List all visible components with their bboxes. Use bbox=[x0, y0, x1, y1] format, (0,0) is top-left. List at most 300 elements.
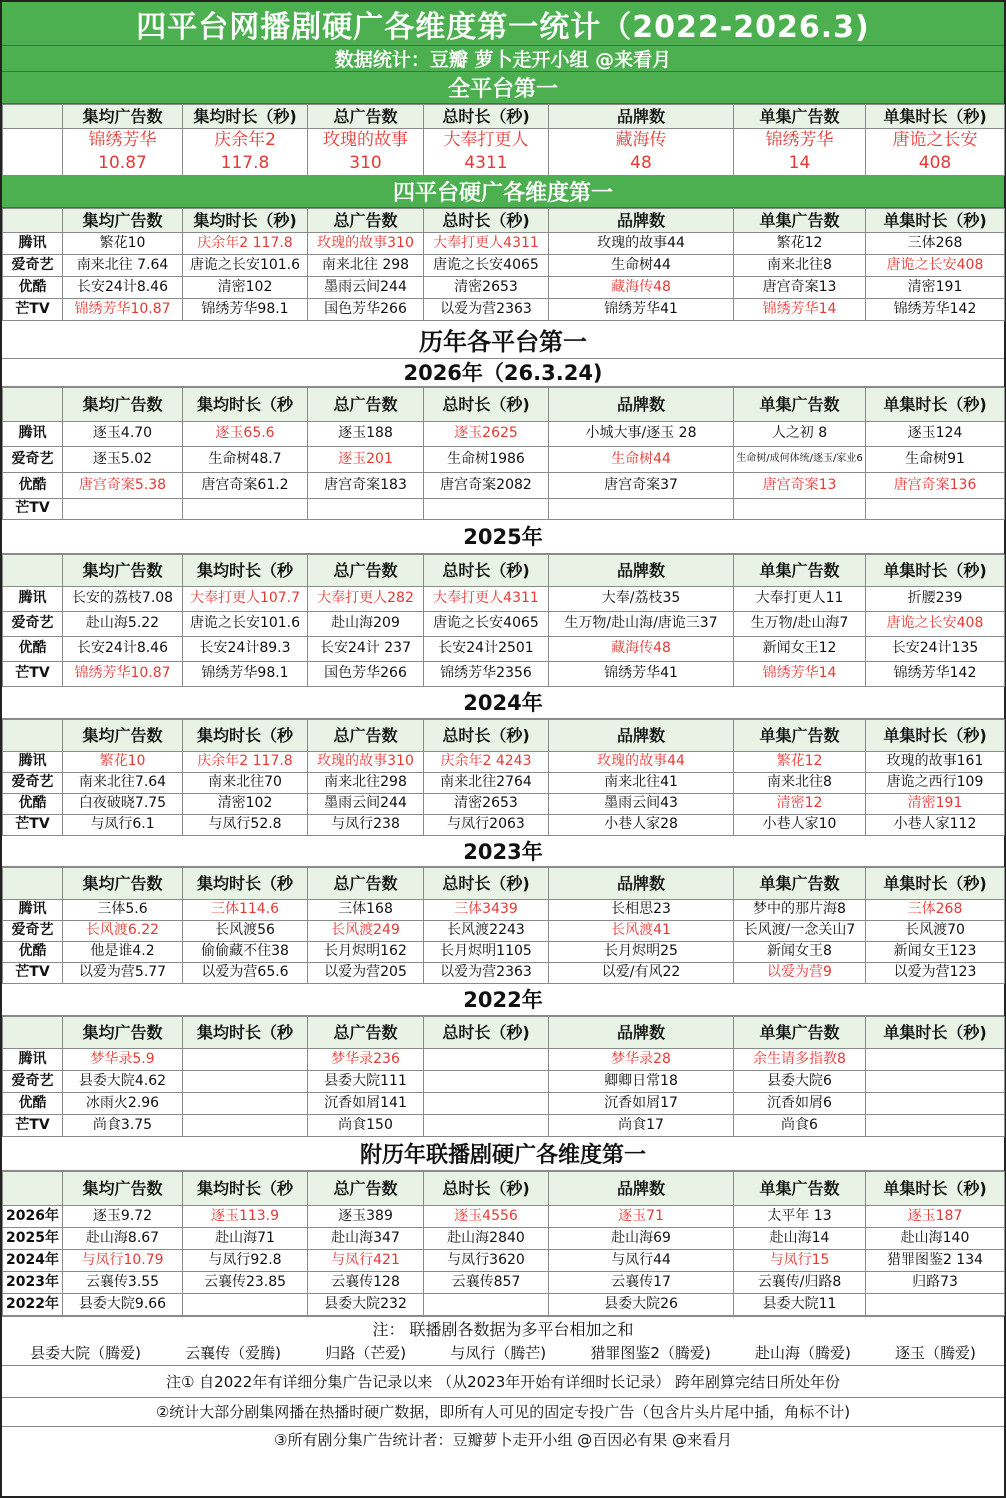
joint-note: 注： 联播剧各数据为多平台相加之和 bbox=[372, 1320, 634, 1340]
table-cell: 与凤行52.8 bbox=[183, 814, 308, 835]
joint-table bbox=[2, 1171, 1005, 1316]
table-cell: 小巷人家112 bbox=[866, 814, 1005, 835]
row-label: 爱奇艺 bbox=[3, 920, 63, 941]
table-cell: 锦绣芳华41 bbox=[549, 298, 734, 320]
table-cell: 以爱为营5.77 bbox=[63, 962, 183, 983]
table-cell: 逐玉2625 bbox=[424, 421, 549, 446]
table-cell: 与凤行421 bbox=[308, 1249, 424, 1271]
row-label: 2025年 bbox=[3, 1227, 63, 1249]
table-cell: 逐玉201 bbox=[308, 446, 424, 472]
table-cell: 尚食17 bbox=[549, 1114, 734, 1136]
year-table bbox=[2, 867, 1005, 984]
table-cell: 赴山海69 bbox=[549, 1227, 734, 1249]
overall-name: 大奉打更人 bbox=[443, 130, 529, 150]
overall-cell bbox=[866, 129, 1005, 176]
table-cell: 沉香如屑6 bbox=[734, 1092, 866, 1114]
table-row bbox=[3, 1205, 1005, 1227]
year-heading: 2026年（26.3.24) bbox=[2, 359, 1004, 387]
table-cell: 繁花12 bbox=[734, 751, 866, 772]
table-cell bbox=[866, 1092, 1005, 1114]
column-header: 单集时长（秒) bbox=[866, 867, 1005, 899]
table-cell: 繁花10 bbox=[63, 751, 183, 772]
table-cell: 三体5.6 bbox=[63, 899, 183, 920]
table-cell bbox=[549, 498, 734, 519]
row-label: 腾讯 bbox=[3, 421, 63, 446]
table-cell: 与凤行15 bbox=[734, 1249, 866, 1271]
overall-cell bbox=[549, 129, 734, 176]
table-cell: 玫瑰的故事161 bbox=[866, 751, 1005, 772]
joint-list-item: 归路（芒爱) bbox=[325, 1344, 407, 1363]
column-header: 集均广告数 bbox=[63, 554, 183, 586]
table-cell: 藏海传48 bbox=[549, 276, 734, 298]
table-cell: 人之初 8 bbox=[734, 421, 866, 446]
row-label: 芒TV bbox=[3, 661, 63, 686]
table-cell: 逐玉188 bbox=[308, 421, 424, 446]
table-cell: 赴山海140 bbox=[866, 1227, 1005, 1249]
table-cell bbox=[183, 1048, 308, 1070]
table-cell: 沉香如屑17 bbox=[549, 1092, 734, 1114]
table-cell: 锦绣芳华98.1 bbox=[183, 298, 308, 320]
column-header: 总广告数 bbox=[308, 1016, 424, 1048]
table-cell: 以爱为营9 bbox=[734, 962, 866, 983]
table-cell: 他是谁4.2 bbox=[63, 941, 183, 962]
table-cell: 南来北往 298 bbox=[308, 254, 424, 276]
table-cell bbox=[866, 1070, 1005, 1092]
table-row bbox=[3, 586, 1005, 611]
table-row bbox=[3, 1114, 1005, 1136]
table-cell: 长相思23 bbox=[549, 899, 734, 920]
table-cell: 三体3439 bbox=[424, 899, 549, 920]
column-header: 总广告数 bbox=[308, 105, 424, 129]
table-cell: 县委大院111 bbox=[308, 1070, 424, 1092]
table-cell: 唐诡之长安101.6 bbox=[183, 254, 308, 276]
table-cell: 云襄传857 bbox=[424, 1271, 549, 1293]
column-header-row bbox=[3, 105, 1005, 129]
overall-name: 锦绣芳华 bbox=[88, 130, 157, 150]
table-row bbox=[3, 1249, 1005, 1271]
column-header: 集均时长（秒 bbox=[183, 554, 308, 586]
table-cell: 余生请多指教8 bbox=[734, 1048, 866, 1070]
table-cell: 锦绣芳华10.87 bbox=[63, 661, 183, 686]
table-cell: 梦中的那片海8 bbox=[734, 899, 866, 920]
joint-list bbox=[2, 1341, 1004, 1365]
table-cell: 玫瑰的故事44 bbox=[549, 751, 734, 772]
table-row bbox=[3, 611, 1005, 636]
table-row bbox=[3, 498, 1005, 519]
column-header: 集均时长（秒) bbox=[183, 208, 308, 232]
corner-cell bbox=[3, 387, 63, 421]
table-cell bbox=[866, 1114, 1005, 1136]
table-cell: 三体268 bbox=[866, 232, 1005, 254]
row-label: 优酷 bbox=[3, 472, 63, 498]
table-cell: 锦绣芳华14 bbox=[734, 661, 866, 686]
table-cell: 长风渡6.22 bbox=[63, 920, 183, 941]
table-cell: 小巷人家28 bbox=[549, 814, 734, 835]
row-label: 爱奇艺 bbox=[3, 254, 63, 276]
table-cell: 小城大事/逐玉 28 bbox=[549, 421, 734, 446]
table-cell: 与凤行2063 bbox=[424, 814, 549, 835]
table-row bbox=[3, 899, 1005, 920]
table-cell: 生命树91 bbox=[866, 446, 1005, 472]
column-header: 总广告数 bbox=[308, 387, 424, 421]
row-label: 芒TV bbox=[3, 1114, 63, 1136]
table-cell: 与凤行238 bbox=[308, 814, 424, 835]
column-header: 总时长（秒) bbox=[424, 1016, 549, 1048]
table-cell: 庆余年2 117.8 bbox=[183, 751, 308, 772]
table-cell: 以爱为营2363 bbox=[424, 298, 549, 320]
table-cell: 大奉/荔枝35 bbox=[549, 586, 734, 611]
platforms-heading: 四平台硬广各维度第一 bbox=[2, 176, 1004, 208]
table-cell bbox=[424, 1092, 549, 1114]
table-cell: 清密191 bbox=[866, 793, 1005, 814]
column-header: 单集时长（秒) bbox=[866, 105, 1005, 129]
table-row bbox=[3, 446, 1005, 472]
table-cell: 卿卿日常18 bbox=[549, 1070, 734, 1092]
column-header: 集均广告数 bbox=[63, 867, 183, 899]
row-label: 腾讯 bbox=[3, 751, 63, 772]
corner-cell bbox=[3, 105, 63, 129]
column-header: 品牌数 bbox=[549, 105, 734, 129]
column-header: 单集时长（秒) bbox=[866, 554, 1005, 586]
table-row bbox=[3, 1227, 1005, 1249]
table-cell: 赴山海347 bbox=[308, 1227, 424, 1249]
joint-list-item: 与凤行（腾芒) bbox=[450, 1344, 547, 1363]
joint-block bbox=[2, 1171, 1004, 1316]
table-cell: 清密102 bbox=[183, 276, 308, 298]
table-cell: 赴山海71 bbox=[183, 1227, 308, 1249]
overall-name: 庆余年2 bbox=[214, 130, 276, 150]
table-cell: 锦绣芳华142 bbox=[866, 298, 1005, 320]
table-cell: 以爱为营205 bbox=[308, 962, 424, 983]
table-cell bbox=[866, 1293, 1005, 1315]
column-header: 品牌数 bbox=[549, 867, 734, 899]
column-header: 单集广告数 bbox=[734, 867, 866, 899]
corner-cell bbox=[3, 1016, 63, 1048]
table-cell: 逐玉9.72 bbox=[63, 1205, 183, 1227]
column-header: 品牌数 bbox=[549, 554, 734, 586]
row-label: 芒TV bbox=[3, 814, 63, 835]
table-row bbox=[3, 421, 1005, 446]
table-cell: 长安24计135 bbox=[866, 636, 1005, 661]
table-cell: 南来北往70 bbox=[183, 772, 308, 793]
table-cell: 长风渡70 bbox=[866, 920, 1005, 941]
column-header: 集均广告数 bbox=[63, 1171, 183, 1205]
note-3: ③所有剧分集广告统计者：豆瓣萝卜走开小组 @百因必有果 @来看月 bbox=[2, 1426, 1004, 1453]
table-cell: 赴山海8.67 bbox=[63, 1227, 183, 1249]
table-cell: 唐诡之长安408 bbox=[866, 254, 1005, 276]
table-cell: 与凤行92.8 bbox=[183, 1249, 308, 1271]
table-cell: 长安24计8.46 bbox=[63, 276, 183, 298]
overall-cell bbox=[424, 129, 549, 176]
joint-heading: 附历年联播剧硬广各维度第一 bbox=[2, 1137, 1004, 1171]
column-header: 单集时长（秒) bbox=[866, 1171, 1005, 1205]
table-cell: 大奉打更人107.7 bbox=[183, 586, 308, 611]
table-cell: 生命树/成何体统/逐玉/家业6 bbox=[734, 446, 866, 472]
table-cell: 唐宫奇案136 bbox=[866, 472, 1005, 498]
table-cell bbox=[183, 498, 308, 519]
column-header: 单集广告数 bbox=[734, 105, 866, 129]
year-table bbox=[2, 719, 1005, 836]
year-table bbox=[2, 387, 1005, 520]
overall-value: 10.87 bbox=[98, 152, 147, 173]
table-cell: 新闻女王12 bbox=[734, 636, 866, 661]
table-cell bbox=[183, 1070, 308, 1092]
table-cell: 县委大院6 bbox=[734, 1070, 866, 1092]
row-label: 爱奇艺 bbox=[3, 611, 63, 636]
table-cell: 逐玉5.02 bbox=[63, 446, 183, 472]
table-cell: 逐玉4.70 bbox=[63, 421, 183, 446]
table-cell: 梦华录236 bbox=[308, 1048, 424, 1070]
platforms-block bbox=[2, 208, 1004, 321]
overall-cell bbox=[63, 129, 183, 176]
table-cell: 梦华录28 bbox=[549, 1048, 734, 1070]
table-cell: 锦绣芳华10.87 bbox=[63, 298, 183, 320]
table-cell: 清密12 bbox=[734, 793, 866, 814]
column-header-row bbox=[3, 867, 1005, 899]
table-cell: 唐宫奇案37 bbox=[549, 472, 734, 498]
table-row bbox=[3, 814, 1005, 835]
table-cell: 长风渡249 bbox=[308, 920, 424, 941]
platforms-table bbox=[2, 208, 1005, 321]
table-cell: 生命树48.7 bbox=[183, 446, 308, 472]
table-cell: 唐宫奇案61.2 bbox=[183, 472, 308, 498]
table-row bbox=[3, 661, 1005, 686]
column-header: 集均时长（秒 bbox=[183, 1171, 308, 1205]
table-cell: 长安24计89.3 bbox=[183, 636, 308, 661]
overall-value: 4311 bbox=[464, 152, 508, 173]
table-cell: 以爱/有风22 bbox=[549, 962, 734, 983]
table-row bbox=[3, 1293, 1005, 1315]
column-header: 总广告数 bbox=[308, 719, 424, 751]
overall-name: 唐诡之长安 bbox=[892, 130, 978, 150]
joint-list-item: 猎罪图鉴2（腾爱) bbox=[590, 1344, 711, 1363]
table-cell: 与凤行44 bbox=[549, 1249, 734, 1271]
table-cell: 以爱为营2363 bbox=[424, 962, 549, 983]
column-header: 单集时长（秒) bbox=[866, 1016, 1005, 1048]
table-cell: 县委大院232 bbox=[308, 1293, 424, 1315]
table-cell bbox=[183, 1293, 308, 1315]
table-cell: 南来北往8 bbox=[734, 254, 866, 276]
column-header: 总时长（秒) bbox=[424, 1171, 549, 1205]
overall-name: 藏海传 bbox=[615, 130, 667, 150]
table-cell bbox=[866, 498, 1005, 519]
table-row bbox=[3, 1271, 1005, 1293]
table-cell: 清密2653 bbox=[424, 793, 549, 814]
table-cell: 逐玉124 bbox=[866, 421, 1005, 446]
column-header: 品牌数 bbox=[549, 1171, 734, 1205]
table-row bbox=[3, 636, 1005, 661]
table-cell: 生万物/赴山海7 bbox=[734, 611, 866, 636]
row-label: 腾讯 bbox=[3, 1048, 63, 1070]
table-row bbox=[3, 1092, 1005, 1114]
corner-cell bbox=[3, 129, 63, 176]
table-cell: 唐诡之长安101.6 bbox=[183, 611, 308, 636]
column-header: 集均时长（秒 bbox=[183, 387, 308, 421]
table-cell: 与凤行6.1 bbox=[63, 814, 183, 835]
corner-cell bbox=[3, 867, 63, 899]
year-heading: 2022年 bbox=[2, 984, 1004, 1016]
table-cell: 唐诡之长安4065 bbox=[424, 254, 549, 276]
table-cell bbox=[424, 1048, 549, 1070]
table-cell: 以爱为营123 bbox=[866, 962, 1005, 983]
row-label: 2024年 bbox=[3, 1249, 63, 1271]
overall-value: 117.8 bbox=[220, 152, 270, 173]
column-header: 总广告数 bbox=[308, 1171, 424, 1205]
row-label: 芒TV bbox=[3, 298, 63, 320]
table-cell: 南来北往298 bbox=[308, 772, 424, 793]
row-label: 芒TV bbox=[3, 498, 63, 519]
table-cell: 沉香如屑141 bbox=[308, 1092, 424, 1114]
year-heading: 2025年 bbox=[2, 520, 1004, 554]
column-header: 总时长（秒) bbox=[424, 105, 549, 129]
year-heading: 2023年 bbox=[2, 836, 1004, 867]
column-header: 总时长（秒) bbox=[424, 554, 549, 586]
table-cell: 锦绣芳华142 bbox=[866, 661, 1005, 686]
table-cell: 唐宫奇案5.38 bbox=[63, 472, 183, 498]
table-cell: 锦绣芳华98.1 bbox=[183, 661, 308, 686]
table-cell: 大奉打更人4311 bbox=[424, 586, 549, 611]
table-row bbox=[3, 1048, 1005, 1070]
table-cell: 墨雨云间43 bbox=[549, 793, 734, 814]
year-heading: 2024年 bbox=[2, 687, 1004, 719]
corner-cell bbox=[3, 554, 63, 586]
table-cell: 逐玉187 bbox=[866, 1205, 1005, 1227]
table-cell bbox=[424, 1114, 549, 1136]
table-cell: 归路73 bbox=[866, 1271, 1005, 1293]
table-cell: 逐玉389 bbox=[308, 1205, 424, 1227]
table-cell: 长风渡41 bbox=[549, 920, 734, 941]
column-header: 单集时长（秒) bbox=[866, 387, 1005, 421]
page-subtitle: 数据统计：豆瓣 萝卜走开小组 @来看月 bbox=[2, 46, 1004, 72]
table-cell: 云襄传3.55 bbox=[63, 1271, 183, 1293]
column-header: 总广告数 bbox=[308, 554, 424, 586]
column-header-row bbox=[3, 554, 1005, 586]
table-row bbox=[3, 254, 1005, 276]
table-cell: 长风渡56 bbox=[183, 920, 308, 941]
table-cell: 三体268 bbox=[866, 899, 1005, 920]
table-cell: 白夜破晓7.75 bbox=[63, 793, 183, 814]
column-header: 单集广告数 bbox=[734, 1016, 866, 1048]
overall-table bbox=[2, 104, 1005, 176]
row-label: 2026年 bbox=[3, 1205, 63, 1227]
table-row bbox=[3, 941, 1005, 962]
table-row bbox=[3, 962, 1005, 983]
column-header: 集均广告数 bbox=[63, 387, 183, 421]
table-cell: 折腰239 bbox=[866, 586, 1005, 611]
table-row bbox=[3, 793, 1005, 814]
table-cell: 生命树1986 bbox=[424, 446, 549, 472]
table-cell: 南来北往8 bbox=[734, 772, 866, 793]
column-header: 集均广告数 bbox=[63, 105, 183, 129]
table-cell: 唐诡之长安4065 bbox=[424, 611, 549, 636]
overall-name: 锦绣芳华 bbox=[765, 130, 834, 150]
row-label: 优酷 bbox=[3, 636, 63, 661]
table-cell: 长月烬明162 bbox=[308, 941, 424, 962]
table-cell: 长月烬明1105 bbox=[424, 941, 549, 962]
table-cell: 新闻女王123 bbox=[866, 941, 1005, 962]
row-label: 优酷 bbox=[3, 1092, 63, 1114]
column-header: 品牌数 bbox=[549, 208, 734, 232]
table-cell: 逐玉65.6 bbox=[183, 421, 308, 446]
table-cell: 长月烬明25 bbox=[549, 941, 734, 962]
table-cell: 新闻女王8 bbox=[734, 941, 866, 962]
overall-value: 408 bbox=[918, 152, 952, 173]
table-cell bbox=[63, 498, 183, 519]
table-cell bbox=[424, 498, 549, 519]
row-label: 2023年 bbox=[3, 1271, 63, 1293]
table-cell: 长安24计2501 bbox=[424, 636, 549, 661]
table-row bbox=[3, 920, 1005, 941]
overall-row bbox=[3, 129, 1005, 176]
table-cell: 偷偷藏不住38 bbox=[183, 941, 308, 962]
table-cell: 云襄传/归路8 bbox=[734, 1271, 866, 1293]
column-header: 品牌数 bbox=[549, 387, 734, 421]
row-label: 优酷 bbox=[3, 941, 63, 962]
table-cell: 长安24计 237 bbox=[308, 636, 424, 661]
column-header: 单集广告数 bbox=[734, 208, 866, 232]
table-cell: 梦华录5.9 bbox=[63, 1048, 183, 1070]
table-cell: 县委大院4.62 bbox=[63, 1070, 183, 1092]
table-cell: 唐宫奇案2082 bbox=[424, 472, 549, 498]
column-header: 集均时长（秒 bbox=[183, 719, 308, 751]
table-cell bbox=[308, 498, 424, 519]
table-row bbox=[3, 772, 1005, 793]
table-cell: 清密2653 bbox=[424, 276, 549, 298]
row-label: 爱奇艺 bbox=[3, 1070, 63, 1092]
years-block bbox=[2, 359, 1004, 1137]
row-label: 爱奇艺 bbox=[3, 772, 63, 793]
table-cell: 锦绣芳华41 bbox=[549, 661, 734, 686]
table-cell bbox=[183, 1092, 308, 1114]
overall-cell bbox=[308, 129, 424, 176]
table-cell: 玫瑰的故事310 bbox=[308, 232, 424, 254]
table-cell: 云襄传23.85 bbox=[183, 1271, 308, 1293]
table-cell: 唐宫奇案13 bbox=[734, 472, 866, 498]
table-cell: 冰雨火2.96 bbox=[63, 1092, 183, 1114]
table-cell: 逐玉4556 bbox=[424, 1205, 549, 1227]
column-header-row bbox=[3, 208, 1005, 232]
overall-heading: 全平台第一 bbox=[2, 72, 1004, 104]
table-cell: 南来北往7.64 bbox=[63, 772, 183, 793]
table-cell: 繁花10 bbox=[63, 232, 183, 254]
table-cell bbox=[866, 1048, 1005, 1070]
column-header: 单集广告数 bbox=[734, 719, 866, 751]
year-table bbox=[2, 1016, 1005, 1137]
table-cell: 逐玉113.9 bbox=[183, 1205, 308, 1227]
overall-value: 48 bbox=[630, 152, 652, 173]
column-header: 总时长（秒) bbox=[424, 719, 549, 751]
year-table bbox=[2, 554, 1005, 687]
table-cell: 赴山海2840 bbox=[424, 1227, 549, 1249]
table-cell bbox=[424, 1293, 549, 1315]
notes bbox=[2, 1316, 1004, 1453]
table-cell: 南来北往 7.64 bbox=[63, 254, 183, 276]
row-label: 腾讯 bbox=[3, 899, 63, 920]
overall-name: 玫瑰的故事 bbox=[323, 130, 408, 150]
yearly-heading: 历年各平台第一 bbox=[2, 321, 1004, 359]
column-header: 单集广告数 bbox=[734, 1171, 866, 1205]
column-header: 单集广告数 bbox=[734, 554, 866, 586]
table-cell: 国色芳华266 bbox=[308, 298, 424, 320]
table-cell: 太平年 13 bbox=[734, 1205, 866, 1227]
table-cell: 三体168 bbox=[308, 899, 424, 920]
overall-cell bbox=[734, 129, 866, 176]
corner-cell bbox=[3, 1171, 63, 1205]
note-2: ②统计大部分剧集网播在热播时硬广数据，即所有人可见的固定专投广告（包含片头片尾中插，角标不计) bbox=[2, 1397, 1004, 1426]
table-cell: 尚食6 bbox=[734, 1114, 866, 1136]
table-cell: 长安的荔枝7.08 bbox=[63, 586, 183, 611]
table-cell: 唐诡之长安408 bbox=[866, 611, 1005, 636]
